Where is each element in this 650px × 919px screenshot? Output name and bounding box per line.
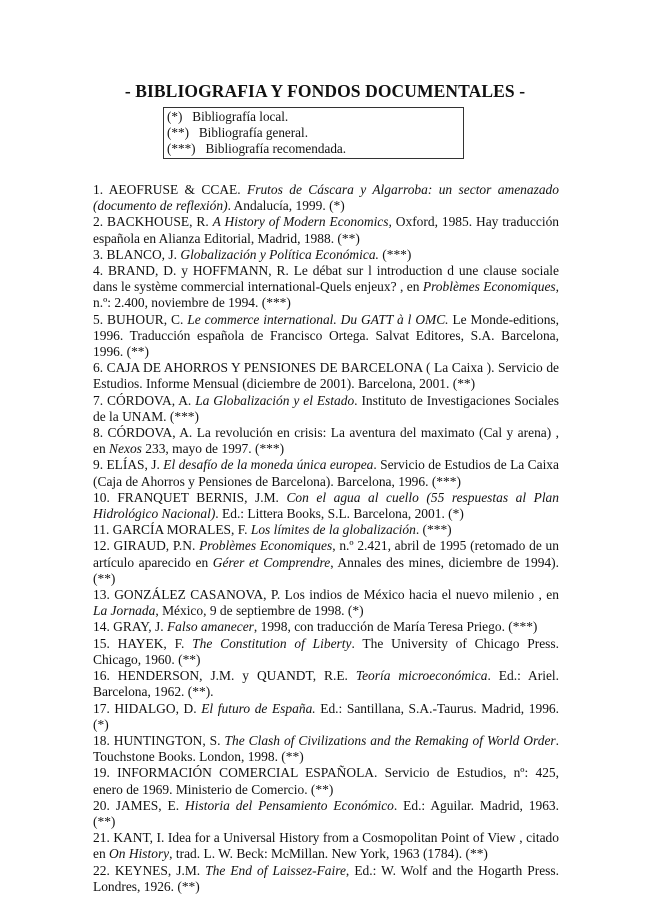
- entry-text: . Andalucía, 1999. (*): [227, 198, 345, 214]
- entry-text: 20. JAMES, E.: [93, 797, 186, 813]
- entry-title-italic: The End of Laissez-Faire: [205, 862, 346, 878]
- bibliography-entry: [93, 214, 559, 246]
- entry-title-italic: El futuro de España.: [201, 700, 316, 716]
- entry-title-italic: Con el agua al cuello (55 respuestas al Plan Hidrológico Nacional): [93, 489, 559, 522]
- bibliography-entry: [93, 360, 559, 392]
- entry-text: 10. FRANQUET BERNIS, J.M.: [93, 489, 287, 505]
- entry-text: , Annales des mines, diciembre de 1994). (**): [93, 554, 559, 586]
- legend-label: Bibliografía general.: [198, 124, 308, 140]
- entry-title-italic: Nexos: [109, 441, 142, 457]
- entry-text: . Ed.: Littera Books, S.L. Barcelona, 2001. (*): [215, 506, 464, 522]
- entry-text: 12. GIRAUD, P.N.: [93, 538, 200, 554]
- entry-text: 4. BRAND, D. y HOFFMANN, R. Le débat sur l introduction d une clause sociale dans le système commercial international-Quels enjeux? , en: [93, 263, 559, 295]
- entry-text: . Ed.: Ariel. Barcelona, 1962. (**).: [93, 668, 560, 700]
- entry-title-italic: Globalización y Política Económica.: [180, 246, 379, 262]
- entry-text: 15. HAYEK, F.: [93, 635, 193, 651]
- legend-label: Bibliografía recomendada.: [205, 140, 347, 156]
- entry-title-italic: Teoría microeconómica: [355, 668, 488, 684]
- bibliography-entry: [93, 863, 559, 895]
- entry-title-italic: Falso amanecer: [166, 619, 254, 635]
- entry-text: 7. CÓRDOVA, A.: [93, 392, 196, 408]
- page-title: - BIBLIOGRAFIA Y FONDOS DOCUMENTALES -: [124, 81, 526, 101]
- entry-text: . The University of Chicago Press. Chicago, 1960. (**): [93, 635, 559, 667]
- entry-title-italic: Los límites de la globalización: [250, 522, 416, 538]
- entry-title-italic: On History: [109, 846, 170, 862]
- legend-mark: (*): [167, 109, 183, 124]
- entry-text: , n.º: 2.400, noviembre de 1994. (***): [93, 279, 559, 311]
- bibliography-entry: [93, 457, 559, 489]
- entry-title-italic: Problèmes Economiques: [199, 538, 333, 554]
- legend-mark: (***): [167, 140, 196, 156]
- entry-title-italic: The Clash of Civilizations and the Remaking of World Order: [224, 732, 556, 748]
- entry-title-italic: Problèmes Economiques: [422, 279, 556, 295]
- entry-text: 233, mayo de 1997. (***): [141, 441, 285, 457]
- entry-title-italic: La Globalización y el Estado: [195, 392, 355, 408]
- entry-text: 3. BLANCO, J.: [93, 246, 181, 262]
- entry-text: 18. HUNTINGTON, S.: [93, 732, 225, 748]
- bibliography-entry: [93, 393, 559, 425]
- bibliography-entry: [93, 522, 559, 538]
- entry-text: Oxford, 1985. Hay traducción española en Alianza Editorial, Madrid, 1988. (**): [93, 214, 560, 246]
- bibliography-entry: [93, 312, 559, 361]
- entry-text: . Instituto de Investigaciones Sociales de la UNAM. (***): [93, 392, 560, 424]
- entry-text: . Ed.: Aguilar. Madrid, 1963. (**): [93, 797, 559, 829]
- entry-title-italic: Historia del Pensamiento Económico: [185, 797, 394, 813]
- entry-title-italic: The Constitution of Liberty: [192, 635, 352, 651]
- entry-text: 1. AEOFRUSE & CCAE.: [93, 182, 247, 197]
- entry-text: 21. KANT, I. Idea for a Universal History from a Cosmopolitan Point of View , citado en: [93, 830, 559, 862]
- entry-text: 13. GONZÁLEZ CASANOVA, P. Los indios de México hacia el nuevo milenio , en: [93, 587, 559, 603]
- entry-text: , México, 9 de septiembre de 1998. (*): [155, 603, 364, 619]
- entry-text: 19. INFORMACIÓN COMERCIAL ESPAÑOLA. Servicio de Estudios, nº: 425, enero de 1969. Ministerio de Comercio. (**): [93, 765, 559, 797]
- entry-text: 8. CÓRDOVA, A. La revolución en crisis: La aventura del maximato (Cal y arena) , en: [93, 425, 559, 457]
- bibliography-entry: [93, 538, 559, 587]
- bibliography-entry: [93, 490, 559, 522]
- bibliography-entry: [93, 798, 559, 830]
- bibliography-entry: [93, 425, 559, 457]
- entry-text: . Touchstone Books. London, 1998. (**): [93, 732, 559, 765]
- bibliography-entry: [93, 765, 559, 797]
- entry-text: . (***): [415, 522, 452, 538]
- entry-title-italic: Frutos de Cáscara y Algarroba: un sector amenazado (documento de reflexión): [93, 182, 559, 214]
- bibliography-entry: [93, 587, 559, 619]
- bibliography-entry: [93, 701, 559, 733]
- entry-text: Ed.: Santillana, S.A.-Taurus. Madrid, 1996. (*): [93, 700, 559, 732]
- entry-text: , Ed.: W. Wolf and the Hogarth Press. Londres, 1926. (**): [93, 862, 559, 894]
- bibliography-entry: [93, 619, 559, 635]
- entry-title-italic: Gérer et Comprendre: [212, 554, 331, 570]
- entry-text: (***): [378, 246, 412, 262]
- legend-mark: (**): [167, 124, 189, 140]
- entry-text: 16. HENDERSON, J.M. y QUANDT, R.E.: [93, 668, 356, 684]
- entry-title-italic: A History of Modern Economics,: [212, 214, 392, 230]
- bibliography-list: [93, 182, 559, 895]
- entry-text: 2. BACKHOUSE, R.: [93, 214, 213, 230]
- entry-title-italic: La Jornada: [93, 603, 156, 619]
- entry-text: 14. GRAY, J.: [93, 619, 167, 635]
- entry-text: , n.º 2.421, abril de 1995 (retomado de un artículo aparecido en: [93, 538, 559, 570]
- bibliography-entry: [93, 830, 559, 862]
- legend-label: Bibliografía local.: [192, 109, 289, 124]
- entry-text: 9. ELÍAS, J.: [93, 457, 164, 473]
- entry-text: 22. KEYNES, J.M.: [93, 862, 206, 878]
- entry-title-italic: Le commerce international. Du GATT à l OMC.: [187, 311, 449, 327]
- bibliography-entry: [93, 263, 559, 312]
- legend-item-recommended: [167, 141, 463, 157]
- legend-item-local: [167, 109, 463, 125]
- entry-text: 17. HIDALGO, D.: [93, 700, 202, 716]
- entry-title-italic: El desafío de la moneda única europea: [163, 457, 374, 473]
- entry-text: , trad. L. W. Beck: McMillan. New York, 1963 (1784). (**): [169, 846, 488, 862]
- entry-text: 6. CAJA DE AHORROS Y PENSIONES DE BARCELONA ( La Caixa ). Servicio de Estudios. Informe Mensual (diciembre de 2001). Barcelona, 2001. (**): [93, 360, 559, 392]
- entry-text: 5. BUHOUR, C.: [93, 311, 188, 327]
- entry-text: 11. GARCÍA MORALES, F.: [93, 522, 251, 538]
- entry-text: , 1998, con traducción de María Teresa Priego. (***): [253, 619, 538, 635]
- legend-box: [163, 107, 464, 159]
- bibliography-entry: [93, 247, 559, 263]
- bibliography-entry: [93, 182, 559, 214]
- bibliography-entry: [93, 733, 559, 765]
- entry-text: . Servicio de Estudios de La Caixa (Caja de Ahorros y Pensiones de Barcelona). Barcelona, 1996. (***): [93, 457, 559, 489]
- bibliography-entry: [93, 636, 559, 668]
- bibliography-entry: [93, 668, 559, 700]
- legend-item-general: [167, 125, 463, 141]
- entry-text: Le Monde-editions, 1996. Traducción española de Francisco Ortega. Salvat Editores, S.A. Barcelona, 1996. (**): [93, 311, 559, 360]
